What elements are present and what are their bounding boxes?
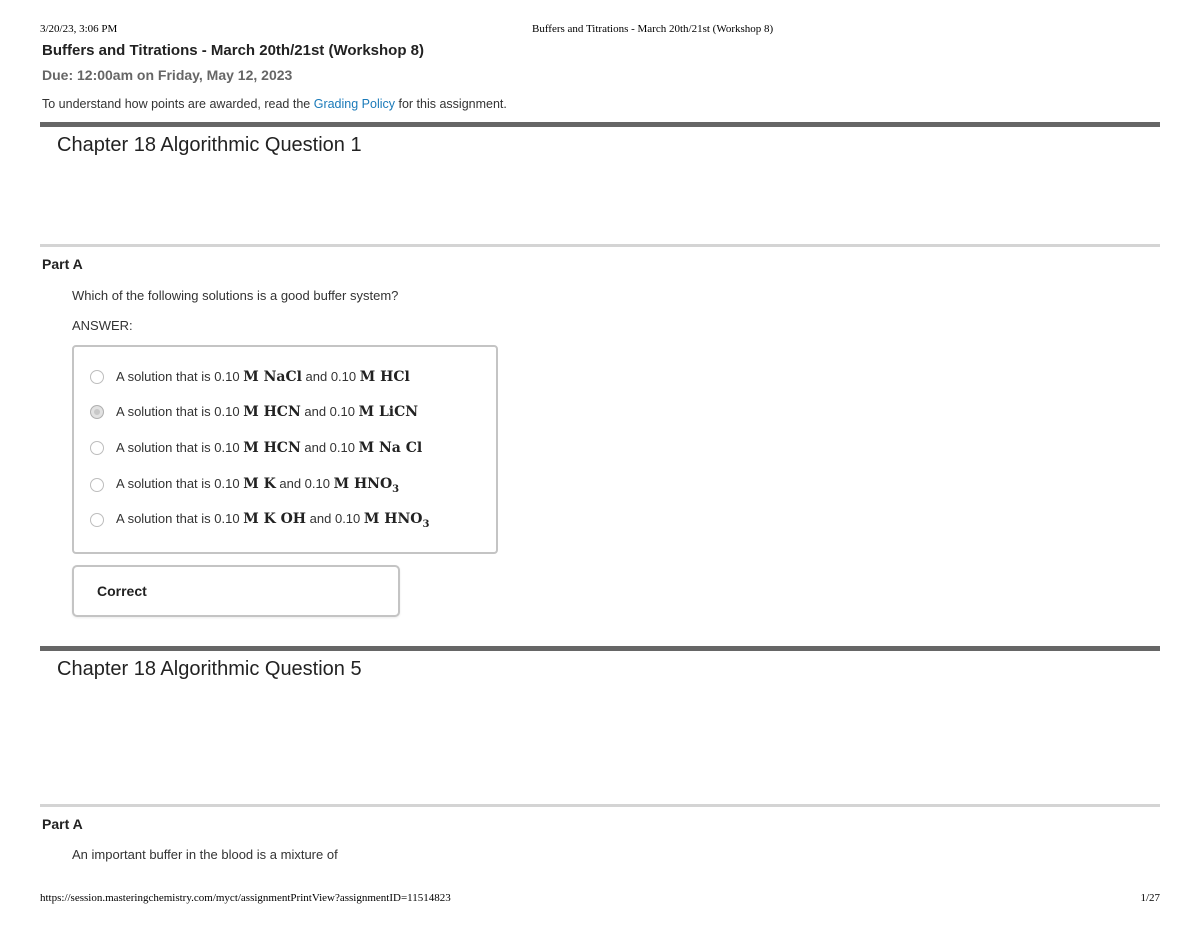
part-divider	[40, 804, 1160, 807]
print-datetime: 3/20/23, 3:06 PM	[40, 23, 118, 35]
answer-option[interactable]	[90, 474, 399, 496]
chapter-title: Chapter 18 Algorithmic Question 1	[57, 134, 362, 156]
feedback-box	[72, 565, 400, 617]
part-label: Part A	[42, 816, 83, 832]
radio-button-selected[interactable]	[90, 405, 104, 419]
feedback-text: Correct	[97, 583, 147, 599]
option-text: A solution that is 0.10 M HCN and 0.10 M Na Cl	[116, 440, 423, 456]
question-prompt: Which of the following solutions is a good buffer system?	[72, 288, 399, 303]
answer-option[interactable]	[90, 366, 410, 388]
question-prompt: An important buffer in the blood is a mixture of	[72, 847, 338, 862]
radio-button[interactable]	[90, 478, 104, 492]
grading-policy-link[interactable]: Grading Policy	[313, 97, 396, 111]
assignment-title: Buffers and Titrations - March 20th/21st (Workshop 8)	[42, 42, 425, 59]
grading-policy-note	[42, 97, 507, 111]
answer-option-selected[interactable]	[90, 401, 418, 423]
radio-button[interactable]	[90, 513, 104, 527]
print-url: https://session.masteringchemistry.com/myct/assignmentPrintView?assignmentID=11514823	[40, 892, 451, 904]
answer-label: ANSWER:	[72, 318, 133, 333]
option-text: A solution that is 0.10 M K and 0.10 M $HNO_3$	[116, 475, 400, 495]
policy-suffix: for this assignment.	[395, 97, 507, 111]
option-text: A solution that is 0.10 M K OH and 0.10 M $HNO_3$	[116, 510, 430, 530]
page-number: 1/27	[1140, 892, 1160, 904]
due-date: Due: 12:00am on Friday, May 12, 2023	[42, 67, 293, 83]
answer-option[interactable]	[90, 437, 422, 459]
radio-button[interactable]	[90, 441, 104, 455]
section-divider	[40, 122, 1160, 127]
part-label: Part A	[42, 256, 83, 272]
print-page-title: Buffers and Titrations - March 20th/21st (Workshop 8)	[532, 23, 774, 35]
print-footer	[40, 892, 1160, 906]
answer-option[interactable]	[90, 509, 429, 531]
option-text: A solution that is 0.10 M HCN and 0.10 M LiCN	[116, 404, 419, 420]
radio-button[interactable]	[90, 370, 104, 384]
print-header	[40, 23, 1160, 37]
section-divider	[40, 646, 1160, 651]
chapter-title: Chapter 18 Algorithmic Question 5	[57, 658, 362, 680]
part-divider	[40, 244, 1160, 247]
policy-prefix: To understand how points are awarded, read the	[42, 97, 314, 111]
answer-choices	[72, 345, 498, 554]
option-text: A solution that is 0.10 M NaCl and 0.10 M HCl	[116, 369, 410, 385]
